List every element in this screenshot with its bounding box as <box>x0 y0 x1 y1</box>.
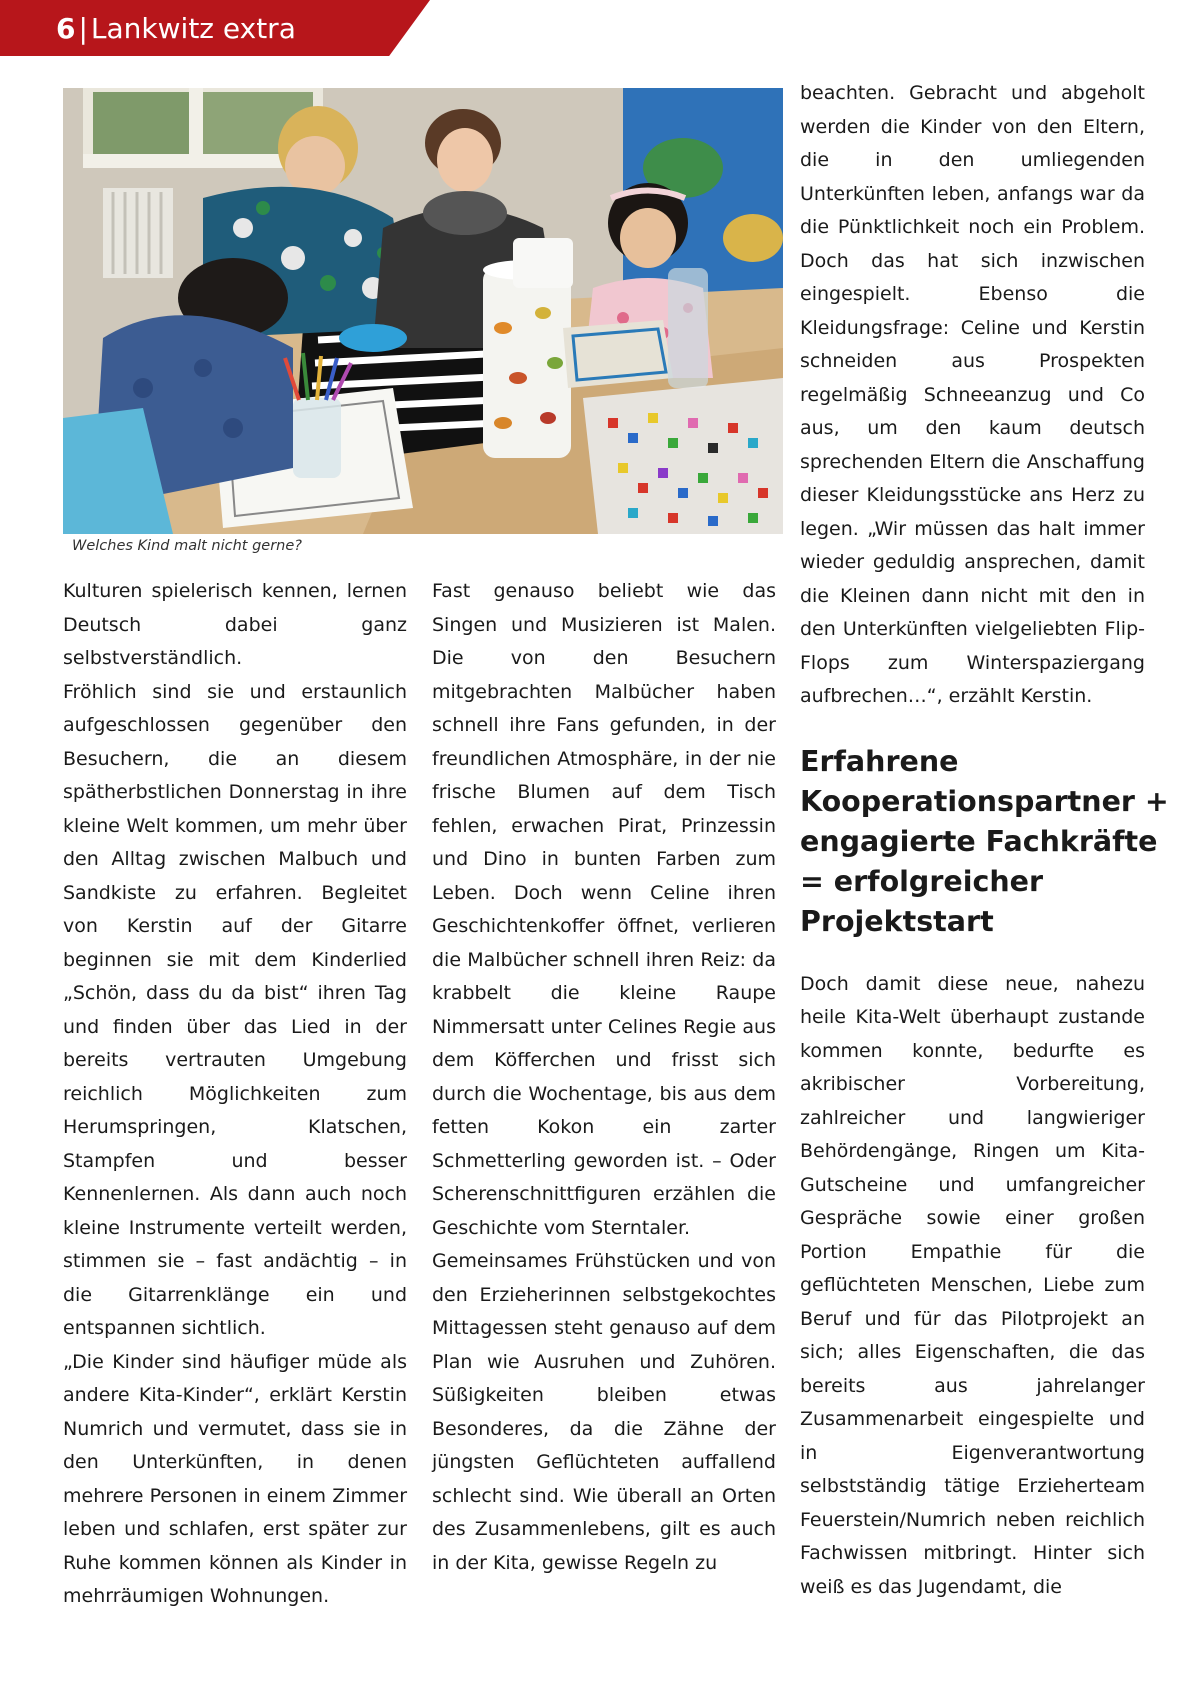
header-separator: | <box>78 12 88 45</box>
paragraph: Gemeinsames Frühstücken und von den Erzieherinnen selbstgekochtes Mittagessen steht genauso auf dem Plan wie Ausruhen und Zuhören. Süßigkeiten bleiben etwas Besonderes, da die Zähne der jüngsten Geflüchteten auffallend schlecht sind. Wie überall an Orten des Zusammenlebens, gilt es auch in der Kita, gewisse Regeln zu <box>432 1250 776 1574</box>
photo-caption: Welches Kind malt nicht gerne? <box>72 538 302 554</box>
section-title: Lankwitz extra <box>90 12 296 45</box>
article-column-2 <box>432 575 776 1580</box>
paragraph: Fröhlich sind sie und erstaunlich aufgeschlossen gegenüber den Besuchern, die an diesem spätherbstlichen Donnerstag in ihre kleine Welt kommen, um mehr über den Alltag zwischen Malbuch und Sandkiste zu erfahren. Begleitet von Kerstin auf der Gitarre beginnen sie mit dem Kinderlied „Schön, dass du da bist“ ihren Tag und finden über das Lied in der bereits vertrauten Umgebung reichlich Möglichkeiten zum Herumspringen, Klatschen, Stampfen und besser Kennenlernen. Als dann auch noch kleine Instrumente verteilt werden, stimmen sie – fast andächtig – in die Gitarrenklänge ein und entspannen sichtlich. <box>63 680 407 1339</box>
article-column-3 <box>800 77 1169 1604</box>
article-column-1 <box>63 575 407 1614</box>
paragraph: beachten. Gebracht und abgeholt werden die Kinder von den Eltern, die in den umliegenden Unterkünften leben, anfangs war da die Pünktlichkeit noch ein Problem. Doch das hat sich inzwischen eingespielt. Ebenso die Kleidungsfrage: Celine und Kerstin schneiden aus Prospekten regelmäßig Schneeanzug und Co aus, um den kaum deutsch sprechenden Eltern die Anschaffung dieser Kleidungsstücke ans Herz zu legen. „Wir müssen das halt immer wieder geduldig ansprechen, damit die Kleinen dann nicht mit den in den Unterkünften vielgeliebten Flip-Flops zum Winterspaziergang aufbrechen…“, erzählt Kerstin. <box>800 82 1145 707</box>
paragraph: Fast genauso beliebt wie das Singen und Musizieren ist Malen. Die von den Besuchern mitgebrachten Malbücher haben schnell ihre Fans gefunden, in der freundlichen Atmosphäre, in der nie frische Blumen auf dem Tisch fehlen, erwachen Pirat, Prinzessin und Dino in bunten Farben zum Leben. Doch wenn Celine ihren Geschichtenkoffer öffnet, verlieren die Malbücher schnell ihren Reiz: da krabbelt die kleine Raupe Nimmersatt unter Celines Regie aus dem Köfferchen und frisst sich durch die Wochentage, bis aus dem fetten Kokon ein zarter Schmetterling geworden ist. – Oder Scherenschnittfiguren erzählen die Geschichte vom Sterntaler. <box>432 580 776 1239</box>
subheading-line: engagierte Fachkräfte <box>800 824 1158 858</box>
paragraph: Kulturen spielerisch kennen, lernen Deutsch dabei ganz selbstverständlich. <box>63 580 407 669</box>
subheading <box>800 742 1169 942</box>
paragraph: Doch damit diese neue, nahezu heile Kita-Welt überhaupt zustande kommen konnte, bedurfte es akribischer Vorbereitung, zahlreicher und langwieriger Behördengänge, Ringen um Kita-Gutscheine und umfangreicher Gespräche sowie einer großen Portion Empathie für die geflüchteten Menschen, Liebe zum Beruf und für das Pilotprojekt an sich; alles Eigenschaften, die das bereits aus jahrelanger Zusammenarbeit eingespielte und in Eigenverantwortung selbstständig tätige Erzieherteam Feuerstein/Numrich neben reichlich Fachwissen mitbringt. Hinter sich weiß es das Jugendamt, die <box>800 972 1145 1598</box>
subheading-line: Erfahrene <box>800 744 959 778</box>
subheading-line: = erfolgreicher <box>800 864 1044 898</box>
article-photo <box>63 88 783 534</box>
paragraph: „Die Kinder sind häufiger müde als andere Kita-Kinder“, erklärt Kerstin Numrich und vermutet, dass sie in den Unterkünften, in denen mehrere Personen in einem Zimmer leben und schlafen, erst später zur Ruhe kommen können als Kinder in mehrräumigen Wohnungen. <box>63 1350 407 1607</box>
subheading-line: Projektstart <box>800 904 994 938</box>
subheading-line: Kooperationspartner + <box>800 784 1169 818</box>
section-header <box>56 12 296 46</box>
page-number: 6 <box>56 12 76 45</box>
